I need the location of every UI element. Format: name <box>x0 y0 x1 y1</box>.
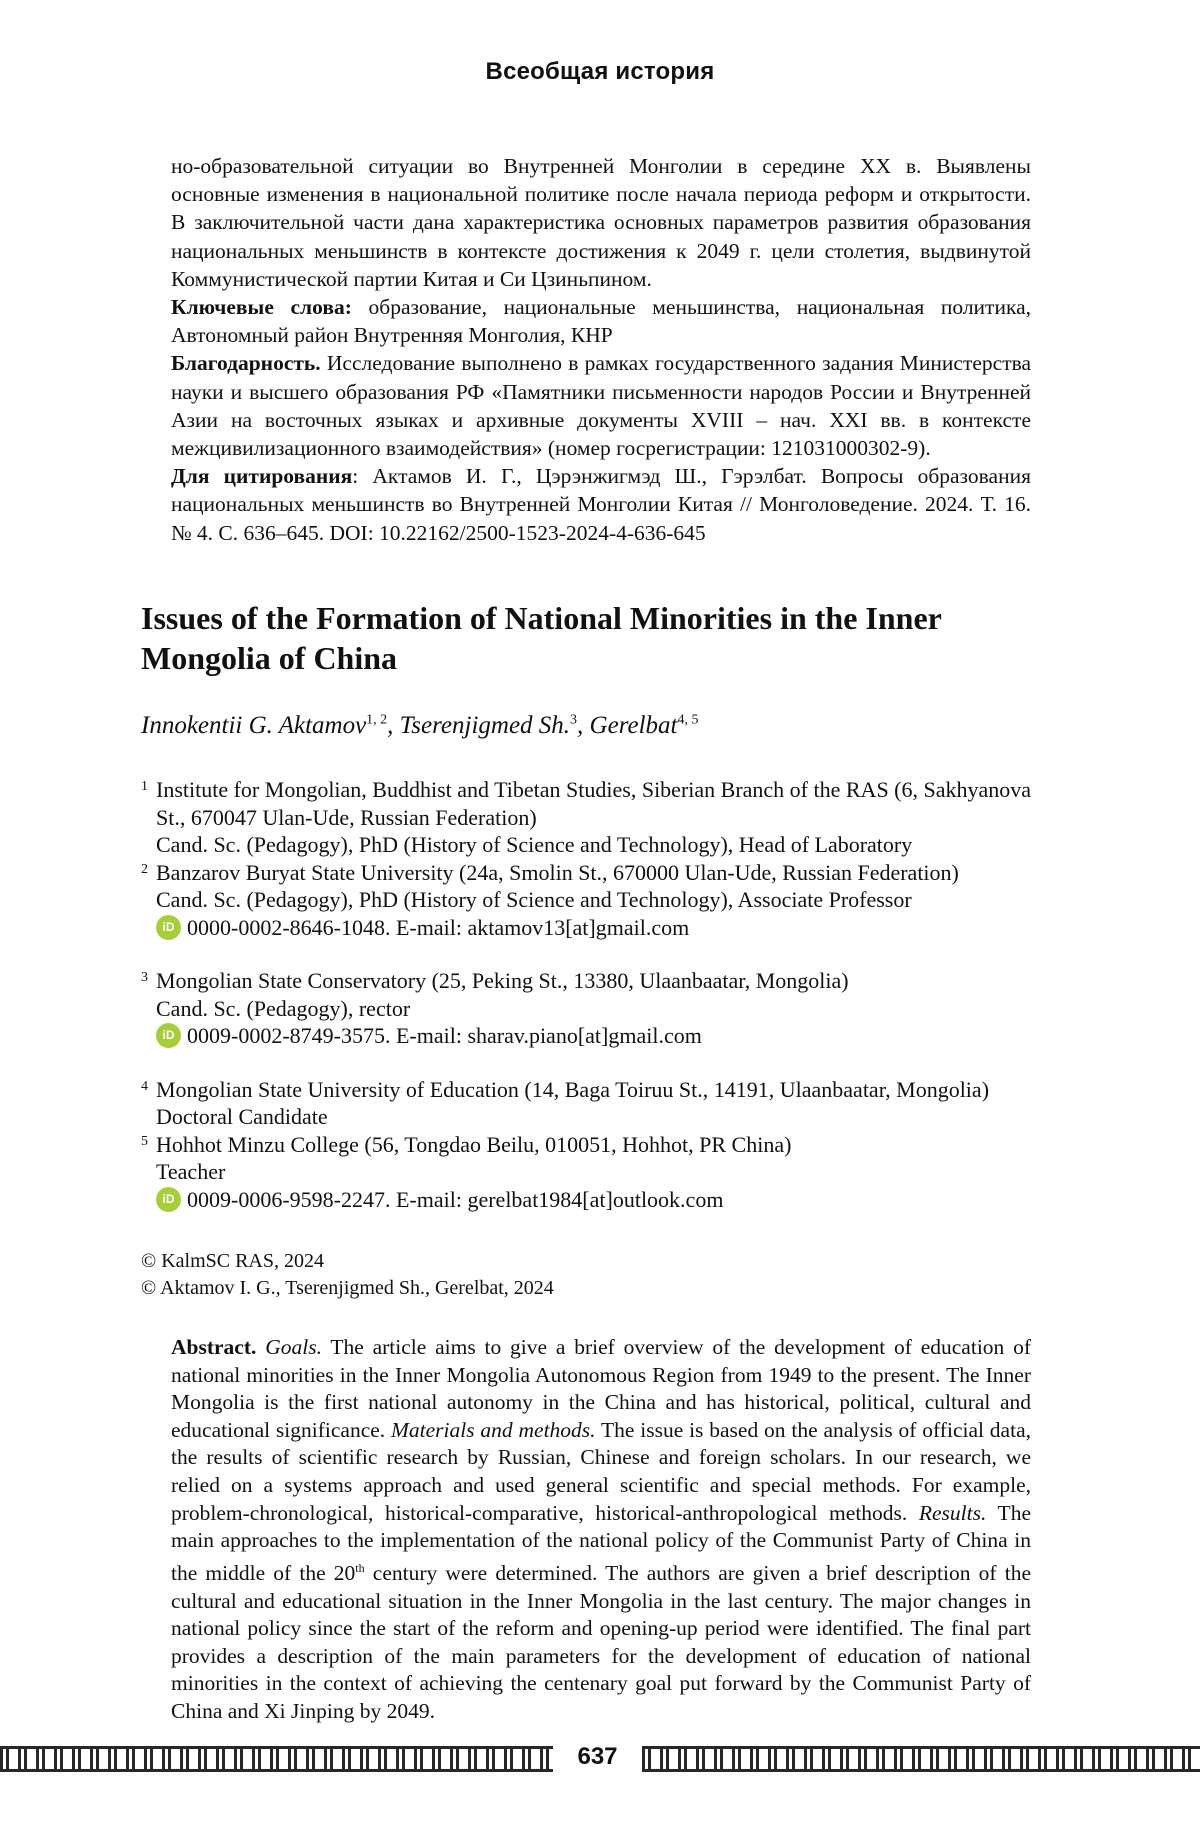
affiliation-org: Institute for Mongolian, Buddhist and Tibetan Studies, Siberian Branch of the RAS (6, Sakhyanova St., 670047 Ulan-Ude, Russian Federation) <box>156 777 1031 830</box>
ornament-border-right <box>642 1746 1200 1772</box>
goals-text: The article aims to give a brief overview of the development of education of national minorities in the Inner Mongolia Autonomous Region from 1949 to the present. The Inner Mongolia is the first national autonomy in the China and has historical, political, cultural and educational significance. <box>171 1335 1031 1442</box>
orcid-line <box>141 1186 1061 1214</box>
orcid-contact: 0009-0002-8749-3575. E-mail: sharav.piano[at]gmail.com <box>187 1022 702 1050</box>
citation-paragraph <box>171 462 1031 547</box>
author-separator: , <box>577 712 590 739</box>
author-affiliation-ref: 1, 2 <box>366 713 387 728</box>
affiliation-org: Hohhot Minzu College (56, Tongdao Beilu, 010051, Hohhot, PR China) <box>156 1132 791 1157</box>
copyright-line: © KalmSC RAS, 2024 <box>141 1248 554 1275</box>
english-abstract <box>171 1334 1031 1725</box>
keywords-text: образование, национальные меньшинства, национальная политика, Автономный район Внутренняя Монголия, КНР <box>171 295 1031 347</box>
article-title: Issues of the Formation of National Minorities in the Inner Mongolia of China <box>141 598 1061 678</box>
affiliation-4 <box>141 1076 1061 1104</box>
orcid-contact: 0000-0002-8646-1048. E-mail: aktamov13[at]gmail.com <box>187 914 689 942</box>
author-separator: , <box>387 712 400 739</box>
affiliation-2 <box>141 859 1061 887</box>
results-text-cont: century were determined. The authors are given a brief description of the cultural and educational situation in the Inner Mongolia in the last century. The major changes in national policy since the start of the reform and opening-up period were identified. The final part provides a description of the main parameters for the development of education of national minorities in the context of achieving the centenary goal put forward by the Communist Party of China and Xi Jinping by 2049. <box>171 1561 1031 1723</box>
keywords-paragraph <box>171 293 1031 349</box>
acknowledgement-text: Исследование выполнено в рамках государственного задания Министерства науки и высшего образования РФ «Памятники письменности народов России и Внутренней Азии на восточных языках и архивные документы XVIII – нач. XXI вв. в контексте межцивилизационного взаимодействия» (номер госрегистрации: 121031000302-9). <box>171 351 1031 460</box>
author-name: Gerelbat <box>590 712 678 739</box>
abstract-paragraph <box>171 1334 1031 1725</box>
author-name: Innokentii G. Aktamov <box>141 712 366 739</box>
citation-text: : Актамов И. Г., Цэрэнжигмэд Ш., Гэрэлбат. Вопросы образования национальных меньшинств во Внутренней Монголии Китая // Монголоведение. 2024. Т. 16. № 4. С. 636–645. DOI: 10.22162/2500-1523-2024-4-636-645 <box>171 464 1031 544</box>
affiliations <box>141 776 1061 1213</box>
affiliation-number: 1 <box>141 773 148 801</box>
orcid-line <box>141 1022 1061 1050</box>
orcid-icon[interactable]: iD <box>156 915 181 940</box>
affiliation-3 <box>141 967 1061 995</box>
acknowledgement-label: Благодарность. <box>171 351 321 375</box>
author-affiliation-ref: 3 <box>570 713 577 728</box>
affiliation-position: Cand. Sc. (Pedagogy), PhD (History of Science and Technology), Head of Laboratory <box>141 831 1061 859</box>
copyright-line: © Aktamov I. G., Tserenjigmed Sh., Gerelbat, 2024 <box>141 1275 554 1302</box>
page-footer <box>0 1740 1200 1774</box>
running-head: Всеобщая история <box>0 58 1200 86</box>
author-name: Tserenjigmed Sh. <box>400 712 570 739</box>
abstract-label: Abstract. <box>171 1335 256 1359</box>
affiliation-number: 5 <box>141 1128 148 1156</box>
affiliation-1 <box>141 776 1061 831</box>
orcid-icon[interactable]: iD <box>156 1023 181 1048</box>
page-number: 637 <box>553 1740 642 1774</box>
affiliation-number: 3 <box>141 964 148 992</box>
methods-text: The issue is based on the analysis of official data, the results of scientific research by Russian, Chinese and foreign scholars. In our research, we relied on a systems approach and used general scientific and special methods. For example, problem-chronological, historical-comparative, historical-anthropological methods. <box>171 1418 1031 1525</box>
affiliation-org: Mongolian State Conservatory (25, Peking St., 13380, Ulaanbaatar, Mongolia) <box>156 968 849 993</box>
methods-label: Materials and methods. <box>391 1418 596 1442</box>
abstract-continuation: но-образовательной ситуации во Внутренней Монголии в середине XX в. Выявлены основные изменения в национальной политике после начала периода реформ и открытости. В заключительной части дана характеристика основных параметров развития образования национальных меньшинств в контексте достижения к 2049 г. цели столетия, выдвинутой Коммунистической партии Китая и Си Цзиньпином. <box>171 152 1031 293</box>
results-text: The main approaches to the implementation of the national policy of the Communist Party of China in the middle of the 20 <box>171 1501 1031 1585</box>
affiliation-number: 2 <box>141 856 148 884</box>
copyright-block <box>141 1248 554 1302</box>
keywords-label: Ключевые слова: <box>171 295 352 319</box>
orcid-contact: 0009-0006-9598-2247. E-mail: gerelbat1984[at]outlook.com <box>187 1186 723 1214</box>
affiliation-position: Teacher <box>141 1158 1061 1186</box>
affiliation-position: Cand. Sc. (Pedagogy), rector <box>141 995 1061 1023</box>
russian-abstract <box>171 152 1031 547</box>
orcid-line <box>141 914 1061 942</box>
author-affiliation-ref: 4, 5 <box>678 713 699 728</box>
acknowledgement-paragraph <box>171 349 1031 462</box>
orcid-icon[interactable]: iD <box>156 1187 181 1212</box>
author-list <box>141 712 699 740</box>
affiliation-org: Mongolian State University of Education (14, Baga Toiruu St., 14191, Ulaanbaatar, Mongolia) <box>156 1077 989 1102</box>
results-label: Results. <box>919 1501 986 1525</box>
ornament-border-left <box>0 1746 553 1772</box>
affiliation-org: Banzarov Buryat State University (24a, Smolin St., 670000 Ulan-Ude, Russian Federation) <box>156 860 959 885</box>
affiliation-position: Cand. Sc. (Pedagogy), PhD (History of Science and Technology), Associate Professor <box>141 886 1061 914</box>
ordinal-suffix: th <box>355 1561 364 1575</box>
goals-label: Goals. <box>265 1335 322 1359</box>
citation-label: Для цитирования <box>171 464 352 488</box>
affiliation-position: Doctoral Candidate <box>141 1103 1061 1131</box>
affiliation-5 <box>141 1131 1061 1159</box>
affiliation-number: 4 <box>141 1073 148 1101</box>
